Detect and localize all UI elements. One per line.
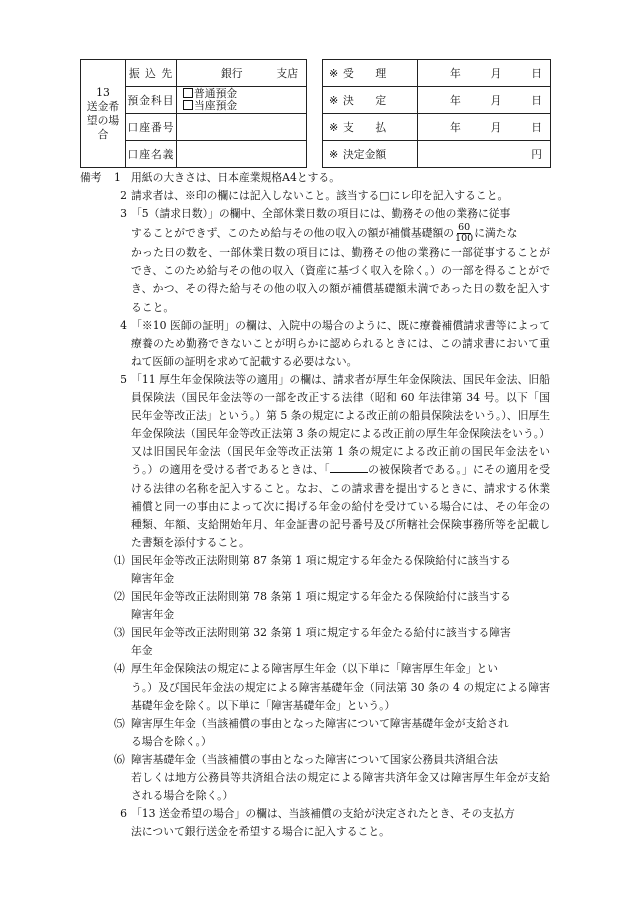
note-6	[80, 805, 550, 841]
branch-suffix: 支店	[276, 66, 298, 80]
pension-item-2	[80, 588, 550, 624]
section-title-line-1: 送金希	[86, 99, 120, 113]
decided-amount-label	[323, 141, 418, 168]
note-text: することができず、このため給与その他の収入の額が補償基礎額の	[131, 226, 455, 240]
note-text	[131, 371, 550, 552]
decided-amount-field[interactable]	[418, 141, 551, 168]
note-1	[80, 169, 550, 187]
item-text: 国民年金等改正法附則第 32 条第 1 項に規定する年金たる給付に該当する障害	[131, 626, 511, 640]
pension-item-4	[80, 660, 550, 714]
note-3-fraction-line	[80, 223, 550, 244]
official-use-table	[322, 59, 551, 168]
ordinary-deposit-label: 普通預金	[194, 87, 238, 100]
item-text: 障害年金	[131, 571, 175, 585]
note-text: 用紙の大きさは、日本産業規格A4とする。	[131, 171, 341, 184]
item-number: ⑹	[114, 752, 125, 766]
decided-amount-label-text: 決定金額	[343, 147, 387, 161]
note-text: 請求者は、※印の欄には記入しないこと。該当する□にレ印を記入すること。	[131, 189, 509, 203]
fraction	[455, 223, 473, 244]
item-number: ⑵	[114, 590, 125, 604]
item-number: ⑶	[114, 626, 125, 640]
account-holder-label: 口座名義	[126, 141, 177, 168]
item-text: 若しくは地方公務員等共済組合法の規定による障害共済年金又は障害厚生年金が支給される場合を除く。）	[131, 771, 550, 803]
yen-unit: 円	[531, 147, 542, 161]
day-unit: 日	[531, 120, 542, 134]
note-3	[80, 205, 550, 316]
item-text: 国民年金等改正法附則第 87 条第 1 項に規定する年金たる保険給付に該当する	[131, 553, 511, 567]
item-text: 年金	[131, 644, 153, 658]
official-use-mark: ※	[329, 147, 339, 161]
day-unit: 日	[531, 93, 542, 107]
account-number-field[interactable]	[177, 114, 307, 141]
year-unit: 年	[450, 120, 461, 134]
decision-date-field[interactable]	[418, 87, 551, 114]
notes-heading: 備考	[80, 171, 102, 184]
blank-underline	[330, 462, 368, 473]
received-label-text: 受 理	[343, 66, 387, 80]
note-text: 法について銀行送金を希望する場合に記入すること。	[131, 825, 390, 839]
bank-suffix: 銀行	[221, 66, 243, 80]
month-unit: 月	[490, 93, 502, 107]
section-title-line-3: 合	[97, 127, 109, 141]
note-text: かった日の数を、一部休業日数の項目には、勤務その他の業務に一部従事することができ、このため給与その他の収入（資産に基づく収入を除く。）の一部を得ることができ、かつ、その得た給与その他の収入の額が補償基礎額未満であった日の数を記入すること。	[131, 246, 550, 314]
current-deposit-option[interactable]	[183, 100, 306, 112]
item-text: 障害厚生年金（当該補償の事由となった障害について障害基礎年金が支給され	[131, 716, 509, 730]
item-number: ⑷	[114, 662, 125, 676]
payment-date-field[interactable]	[418, 114, 551, 141]
fraction-denominator: 100	[455, 233, 474, 245]
deposit-type-label: 預金科目	[126, 87, 177, 114]
item-number: ⑴	[114, 553, 125, 567]
note-number: 2	[120, 189, 127, 203]
year-unit: 年	[450, 93, 461, 107]
account-number-label: 口座番号	[126, 114, 177, 141]
note-number: 4	[120, 318, 127, 332]
current-deposit-label: 当座預金	[194, 99, 238, 112]
official-use-mark: ※	[329, 93, 339, 107]
note-number: 6	[120, 807, 127, 821]
note-number: 1	[114, 171, 121, 184]
fraction-numerator: 60	[458, 222, 471, 234]
remittance-table	[80, 59, 307, 168]
year-unit: 年	[450, 66, 461, 80]
checkbox-icon[interactable]	[183, 88, 193, 98]
item-text: る場合を除く。）	[131, 734, 212, 748]
item-number: ⑸	[114, 716, 125, 730]
remittance-section-header	[81, 60, 126, 168]
note-text: 「5（請求日数）」の欄中、全部休業日数の項目には、勤務その他の業務に従事	[131, 207, 511, 221]
pension-item-3	[80, 624, 550, 660]
transfer-destination-label: 振 込 先	[126, 60, 177, 87]
pension-item-6	[80, 751, 550, 805]
item-text: 障害基礎年金（当該補償の事由となった障害について国家公務員共済組合法	[131, 752, 498, 766]
item-text: 障害年金	[131, 608, 175, 622]
note-text-part: 「11 厚生年金保険法等の適用」の欄は、請求者が厚生年金保険法、国民年金法、旧船員保険法（国民年金法等の一部を改正する法律（昭和 60 年法律第 34 号。以下「国民年金等改正法」という。）第 5 条の規定による改正前の船員保険法をいう。）、旧厚生年金保険法（国民年金等改正法第 3 条の規定による改正前の厚生年金保険法をいう。）又は旧国民年金法（国民年金等改正法第 1 条の規定による改正前の国民年金法をいう。）の適用を受ける者であるときは、「	[131, 372, 550, 477]
account-holder-field[interactable]	[177, 141, 307, 168]
decision-label	[323, 87, 418, 114]
transfer-destination-field[interactable]	[177, 60, 307, 87]
note-text: 「※10 医師の証明」の欄は、入院中の場合のように、既に療養補償請求書等によって療養のため勤務できないことが明らかに認められるときには、この請求書において重ねて医師の証明を求めて記載する必要はない。	[131, 318, 550, 368]
payment-label-text: 支 払	[343, 120, 387, 134]
item-text: 厚生年金保険法の規定による障害厚生年金（以下単に「障害厚生年金」とい	[131, 662, 499, 676]
official-use-mark: ※	[329, 120, 339, 134]
deposit-type-field	[177, 87, 307, 114]
note-number: 5	[120, 372, 127, 386]
item-text: 国民年金等改正法附則第 78 条第 1 項に規定する年金たる保険給付に該当する	[131, 590, 511, 604]
note-text: 「13 送金希望の場合」の欄は、当該補償の支給が決定されたとき、その支払方	[131, 807, 515, 821]
received-label	[323, 60, 418, 87]
notes-section	[80, 169, 550, 841]
month-unit: 月	[490, 66, 502, 80]
payment-label	[323, 114, 418, 141]
note-number: 3	[120, 207, 127, 221]
note-5	[80, 371, 550, 552]
pension-item-5	[80, 715, 550, 751]
note-2	[80, 187, 550, 205]
day-unit: 日	[531, 66, 542, 80]
note-text: に満たな	[474, 226, 518, 240]
pension-item-1	[80, 552, 550, 588]
official-use-mark: ※	[329, 66, 339, 80]
item-text: う。）及び国民年金法の規定による障害基礎年金（同法第 30 条の 4 の規定による障害基礎年金を除く。以下単に「障害基礎年金」という。）	[131, 680, 550, 712]
section-title-line-2: 望の場	[86, 113, 120, 127]
section-number: 13	[96, 85, 110, 99]
checkbox-icon[interactable]	[183, 100, 193, 110]
month-unit: 月	[490, 120, 502, 134]
decision-label-text: 決 定	[343, 93, 387, 107]
note-text-part: の被保険者である。」にその適用を受ける法律の名称を記入すること。なお、この請求書を提出するときに、請求する休業補償と同一の事由によって次に掲げる年金の給付を受けている場合には、その年金の種類、年額、支給開始年月、年金証書の記号番号及び所轄社会保険事務所等を記載した書類を添付すること。	[131, 463, 550, 549]
note-4	[80, 317, 550, 371]
received-date-field[interactable]	[418, 60, 551, 87]
